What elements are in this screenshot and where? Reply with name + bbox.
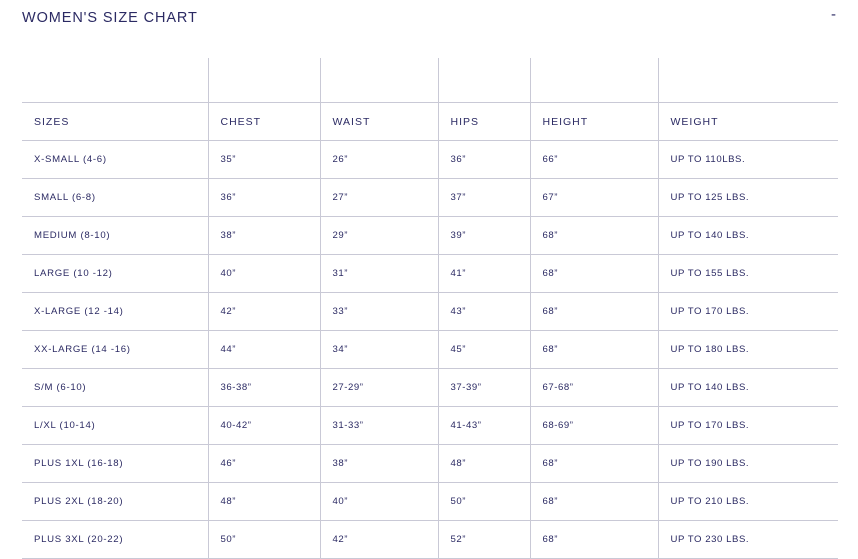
cell-hips: 41”: [438, 255, 530, 293]
size-chart-table: [22, 58, 838, 559]
cell-weight: UP TO 170 LBS.: [658, 407, 838, 445]
column-header-height: HEIGHT: [530, 103, 658, 141]
table-row: [22, 255, 838, 293]
cell-size: L/XL (10-14): [22, 407, 208, 445]
column-header-chest: CHEST: [208, 103, 320, 141]
cell-waist: 31-33”: [320, 407, 438, 445]
cell-hips: 41-43”: [438, 407, 530, 445]
cell-hips: 37-39”: [438, 369, 530, 407]
column-header-weight: WEIGHT: [658, 103, 838, 141]
cell-chest: 48”: [208, 483, 320, 521]
table-row: [22, 293, 838, 331]
cell-hips: 45”: [438, 331, 530, 369]
spacer-cell: [530, 58, 658, 103]
table-row: [22, 141, 838, 179]
cell-weight: UP TO 180 LBS.: [658, 331, 838, 369]
cell-chest: 36”: [208, 179, 320, 217]
column-header-sizes: SIZES: [22, 103, 208, 141]
table-spacer-row: [22, 58, 838, 103]
cell-size: PLUS 2XL (18-20): [22, 483, 208, 521]
cell-weight: UP TO 110LBS.: [658, 141, 838, 179]
cell-waist: 42”: [320, 521, 438, 559]
spacer-cell: [22, 58, 208, 103]
cell-hips: 52”: [438, 521, 530, 559]
cell-hips: 39”: [438, 217, 530, 255]
table-row: [22, 483, 838, 521]
table-row: [22, 179, 838, 217]
cell-waist: 31”: [320, 255, 438, 293]
cell-weight: UP TO 155 LBS.: [658, 255, 838, 293]
cell-size: X-SMALL (4-6): [22, 141, 208, 179]
table-row: [22, 407, 838, 445]
table-row: [22, 521, 838, 559]
cell-height: 68”: [530, 293, 658, 331]
cell-size: XX-LARGE (14 -16): [22, 331, 208, 369]
cell-weight: UP TO 190 LBS.: [658, 445, 838, 483]
cell-height: 67-68”: [530, 369, 658, 407]
size-chart-table-wrapper: [22, 58, 838, 559]
cell-height: 68”: [530, 445, 658, 483]
spacer-cell: [208, 58, 320, 103]
cell-hips: 48”: [438, 445, 530, 483]
column-header-hips: HIPS: [438, 103, 530, 141]
cell-weight: UP TO 140 LBS.: [658, 217, 838, 255]
cell-chest: 40”: [208, 255, 320, 293]
cell-waist: 29”: [320, 217, 438, 255]
cell-size: PLUS 3XL (20-22): [22, 521, 208, 559]
cell-chest: 36-38”: [208, 369, 320, 407]
table-row: [22, 331, 838, 369]
cell-waist: 40”: [320, 483, 438, 521]
header: [22, 8, 840, 28]
cell-size: MEDIUM (8-10): [22, 217, 208, 255]
column-header-waist: WAIST: [320, 103, 438, 141]
cell-waist: 33”: [320, 293, 438, 331]
table-row: [22, 445, 838, 483]
cell-height: 68”: [530, 331, 658, 369]
spacer-cell: [438, 58, 530, 103]
cell-size: LARGE (10 -12): [22, 255, 208, 293]
spacer-cell: [658, 58, 838, 103]
table-body: [22, 141, 838, 559]
page-title: WOMEN'S SIZE CHART: [22, 10, 198, 26]
cell-height: 67”: [530, 179, 658, 217]
cell-waist: 27”: [320, 179, 438, 217]
cell-height: 68”: [530, 217, 658, 255]
cell-chest: 42”: [208, 293, 320, 331]
cell-chest: 50”: [208, 521, 320, 559]
table-row: [22, 369, 838, 407]
cell-size: SMALL (6-8): [22, 179, 208, 217]
cell-hips: 37”: [438, 179, 530, 217]
cell-height: 68-69”: [530, 407, 658, 445]
cell-height: 68”: [530, 521, 658, 559]
cell-waist: 34”: [320, 331, 438, 369]
cell-weight: UP TO 170 LBS.: [658, 293, 838, 331]
cell-weight: UP TO 230 LBS.: [658, 521, 838, 559]
spacer-cell: [320, 58, 438, 103]
table-header-row: [22, 103, 838, 141]
cell-size: S/M (6-10): [22, 369, 208, 407]
cell-chest: 46”: [208, 445, 320, 483]
cell-height: 68”: [530, 255, 658, 293]
cell-size: X-LARGE (12 -14): [22, 293, 208, 331]
cell-size: PLUS 1XL (16-18): [22, 445, 208, 483]
cell-waist: 38”: [320, 445, 438, 483]
cell-chest: 38”: [208, 217, 320, 255]
table-row: [22, 217, 838, 255]
cell-weight: UP TO 140 LBS.: [658, 369, 838, 407]
cell-weight: UP TO 210 LBS.: [658, 483, 838, 521]
cell-waist: 26”: [320, 141, 438, 179]
cell-hips: 50”: [438, 483, 530, 521]
cell-chest: 40-42”: [208, 407, 320, 445]
cell-height: 68”: [530, 483, 658, 521]
table-head: [22, 58, 838, 141]
cell-hips: 36”: [438, 141, 530, 179]
cell-chest: 35”: [208, 141, 320, 179]
cell-waist: 27-29”: [320, 369, 438, 407]
collapse-toggle-icon[interactable]: -: [831, 6, 836, 23]
cell-height: 66”: [530, 141, 658, 179]
cell-hips: 43”: [438, 293, 530, 331]
cell-weight: UP TO 125 LBS.: [658, 179, 838, 217]
cell-chest: 44”: [208, 331, 320, 369]
